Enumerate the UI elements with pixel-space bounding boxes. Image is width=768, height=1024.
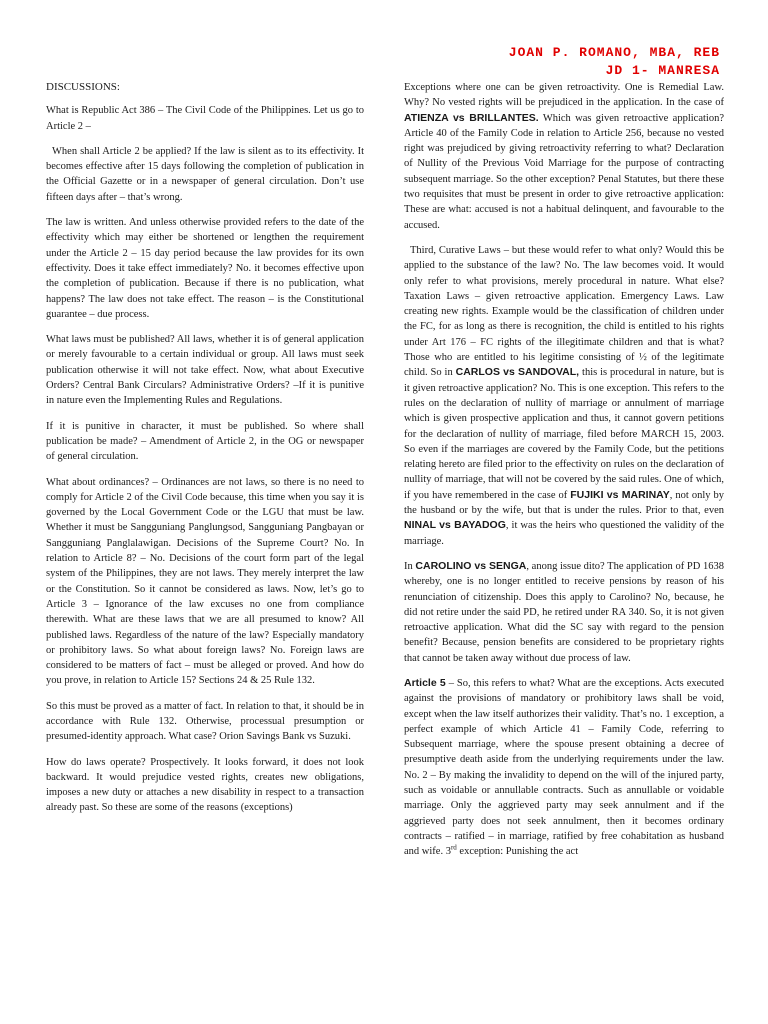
text: this is procedural in nature, but is it given retroactive application? No. This is one exception. This refers to the rules on the declaration of nullity of marriage or annulment of marriage which is given prospective application and thus, it cannot govern petitions for the declaration of nullity of marriage, filed before MARCH 15, 2003. So even if the marriages are covered by the Family Code, but the petitions relating hereto are filed prior to the effectivity on rules on the declaration of nullity of marriage, that will not be covered by the said rules. One of which, if you have remembered in the case of <box>404 367 725 501</box>
paragraph: So this must be proved as a matter of fact. In relation to that, it should be in accordance with Rule 132. Otherwise, processual presumption or presumed-identity approach. What case? Orion Savings Bank vs Suzuki. <box>46 700 364 743</box>
paragraph: The law is written. And unless otherwise provided refers to the date of the effectivity which may either be shortened or lengthen the requirement under the Article 2 – 15 day period because the law provides for its own effectivity. Does it take effect immediately? No. it becomes effective upon the completion of publication. Because if there is no publication, what happens? The law does not take effect. The reason – is the Constitutional guarantee – due process. <box>46 217 364 320</box>
author-name: JOAN P. ROMANO, MBA, REB <box>508 45 720 60</box>
paragraph: What laws must be published? All laws, whether it is of general application or merely favourable to a certain individual or group. All laws must seek publication otherwise it will not take effect. Now, what about Executive Orders? Central Bank Circulars? Administrative Orders? –If it is punitive in nature even the Implementing Rules and Regulations. <box>46 334 364 407</box>
paragraph <box>404 559 724 666</box>
case-name: ATIENZA vs BRILLANTES. <box>404 111 539 124</box>
left-column <box>46 80 364 826</box>
paragraph <box>404 243 724 549</box>
author-class: JD 1- MANRESA <box>605 63 720 78</box>
paragraph <box>404 80 724 233</box>
text: , anong issue dito? The application of PD 1638 whereby, one is no longer entitled to receive pensions by reason of his renunciation of citizenship. Does this apply to Carolino? No, because, he did not retire under the said PD, he retired under RA 340. So, it is not given retroactive application. What did the SC say with regard to the pension benefit? Because, pension benefits are considered to be proprietary rights that cannot be taken away without due process of law. <box>404 560 724 664</box>
text: , not only by the husband or by the wife, but that is under the rules. Prior to that, even <box>404 489 724 517</box>
text: , it was the heirs who questioned the validity of the marriage. <box>404 520 724 547</box>
article-label: Article 5 <box>404 676 446 689</box>
right-column <box>404 80 724 870</box>
text: In <box>404 560 416 572</box>
case-name: NINAL vs BAYADOG <box>404 519 506 532</box>
paragraph: If it is punitive in character, it must be published. So where shall publication be made? – Amendment of Article 2, in the OG or newspaper of general circulation. <box>46 420 364 463</box>
case-name: CARLOS vs SANDOVAL, <box>455 366 580 379</box>
author-header <box>509 44 720 80</box>
paragraph: When shall Article 2 be applied? If the law is silent as to its effectivity. It becomes effective after 15 days following the completion of publication in the Official Gazette or in a newspaper of general circulation. Don’t use fifteen days after – that’s wrong. <box>46 145 364 203</box>
ordinal-suffix: rd <box>450 843 457 852</box>
text: Exceptions where one can be given retroactivity. One is Remedial Law. Why? No vested rights will be prejudiced in the application. In the case of <box>404 82 724 109</box>
discussions-heading: DISCUSSIONS: <box>46 81 120 93</box>
paragraph <box>404 676 724 860</box>
text: exception: Punishing the act <box>456 846 579 858</box>
paragraph: How do laws operate? Prospectively. It looks forward, it does not look backward. It would prejudice vested rights, creates new obligations, imposes a new duty or attaches a new disability in respect to a transaction already past. So these are some of the reasons (exceptions) <box>46 756 364 814</box>
case-name: CAROLINO vs SENGA <box>415 559 527 572</box>
paragraph: What is Republic Act 386 – The Civil Code of the Philippines. Let us go to Article 2 – <box>46 105 364 132</box>
text: Which was given retroactive application? Article 40 of the Family Code in relation to Article 256, because no vested right was prejudiced by giving retroactivity referring to what? Declaration of Nullity of the Previous Void Marriage for the purpose of contracting subsequent marriage. So the other exception? Penal Statutes, but there these two requisites that must be present in order to give retroactive application: These are what: accused is not a habitual delinquent, and favourable to the accused. <box>404 112 724 231</box>
text: Third, Curative Laws – but these would refer to what only? Would this be applied to the substance of the law? No. The law becomes void. It would only refer to what provisions, merely procedural in nature. What else? Taxation Laws – given retroactive application. Emergency Laws. Law creating new rights. Example would be the classification of children under the FC, for as long as there is recognition, the child is entitled to his rights under Art 176 – FC rights of the illegitimate children and that is what? Those who are entitled to his legitime consisting of ½ of the legitimate child. So in <box>404 244 724 379</box>
text: – So, this refers to what? What are the exceptions. Acts executed against the provisions of mandatory or prohibitory laws shall be void, except when the law itself authorizes their validity. That’s no. 1 exception, a perfect example of which Article 41 – Family Code, referring to Subsequent marriage, where the spouse present obtaining a decree of presumptive death aside from the underlying requirements under the law. No. 2 – By making the invalidity to depend on the will of the injured party, such as voidable or annullable contracts. Such as annullable or voidable marriage. Only the aggrieved party may seek annulment and if the aggrieved party does not seek annulment, then it becomes ordinary contracts – ratified – in marriage, ratified by free cohabitation as husband and wife. 3 <box>404 677 725 858</box>
paragraph: What about ordinances? – Ordinances are not laws, so there is no need to comply for Article 2 of the Civil Code because, this time when you say it is governed by the Local Government Code or the LGU that must be law. Whether it must be Sangguniang Panglungsod, Sangguniang Pangbayan or Sangguniang Panglalawigan. Decisions of the Supreme Court? No. In relation to Article 8? – No. Decisions of the court form part of the legal system of the Philippines, they are not laws. They merely interpret the law or the Constitution. So it cannot be considered as laws. Now, let’s go to Article 3 – Ignorance of the law excuses no one from compliance therewith. What are these laws that we are all presumed to know? All published laws. Regardless of the nature of the law? Especially mandatory or prohibitory laws. So what about foreign laws? No. Foreign laws are considered to be matters of fact – must be alleged or proved. And how do you prove, in relation to Article 15? Sections 24 & 25 Rule 132. <box>46 476 364 687</box>
case-name: FUJIKI vs MARINAY <box>570 488 670 501</box>
